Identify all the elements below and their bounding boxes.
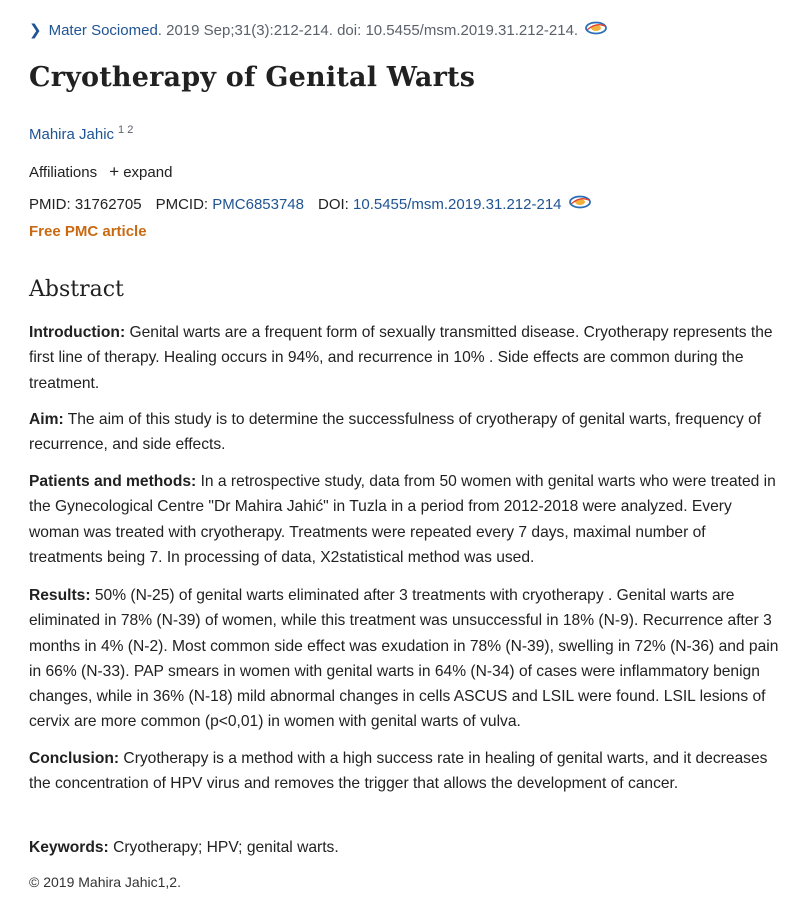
- chevron-right-icon[interactable]: ❯: [29, 22, 42, 39]
- section-label: Patients and methods:: [29, 473, 197, 490]
- section-label: Results:: [29, 587, 91, 604]
- abstract-conclusion: [29, 746, 781, 797]
- copyright-notice: © 2019 Mahira Jahic1,2.: [29, 874, 181, 890]
- pmid-label: PMID:: [29, 195, 71, 213]
- abstract-introduction: [29, 320, 781, 396]
- crossref-icon[interactable]: [584, 20, 608, 40]
- affiliations-label: Affiliations: [29, 164, 98, 181]
- abstract-results: [29, 583, 781, 735]
- identifiers-row: [29, 194, 592, 214]
- doi-label: DOI:: [318, 195, 349, 213]
- citation-line: [29, 20, 608, 40]
- plus-icon: +: [109, 162, 120, 181]
- affiliations-row: [29, 162, 172, 182]
- pmcid-label: PMCID:: [155, 195, 209, 213]
- author-link[interactable]: Mahira Jahic: [29, 126, 115, 143]
- abstract-patients-methods: [29, 469, 781, 570]
- section-label: Keywords:: [29, 839, 109, 856]
- section-text: In a retrospective study, data from 50 women with genital warts who were treated in the Gynecological Centre "Dr Mahira Jahić" in Tuzla in a period from 2012-2018 were analyzed. Every woman was treated with cryotherapy. Treatments were repeated every 7 days, maximal number of treatments being 7. In processing of data, X2statistical method was used.: [29, 473, 776, 566]
- section-text: Cryotherapy is a method with a high success rate in healing of genital warts, and it decreases the concentration of HPV virus and removes the trigger that allows the development of cancer.: [29, 750, 768, 793]
- doi-link[interactable]: 10.5455/msm.2019.31.212-214: [353, 195, 562, 213]
- article-title: Cryotherapy of Genital Warts: [29, 62, 476, 93]
- free-pmc-badge[interactable]: Free PMC article: [29, 223, 147, 240]
- journal-link[interactable]: Mater Sociomed: [48, 21, 158, 39]
- expand-affiliations-button[interactable]: [109, 164, 172, 181]
- section-label: Aim:: [29, 411, 64, 428]
- section-text: Genital warts are a frequent form of sexually transmitted disease. Cryotherapy represents the first line of therapy. Healing occurs in 94%, and recurrence in 10% . Side effects are common during the treatment.: [29, 324, 773, 392]
- author-affiliation-refs[interactable]: 1 2: [118, 124, 134, 136]
- crossref-icon[interactable]: [568, 194, 592, 214]
- section-text: 50% (N-25) of genital warts eliminated after 3 treatments with cryotherapy . Genital warts are eliminated in 78% (N-39) of women, while this treatment was unsuccessful in 18% (N-9). Recurrence after 3 months in 4% (N-2). Most common side effect was exudation in 78% (N-39), swelling in 72% (N-36) and pain in 66% (N-33). PAP smears in women with genital warts in 64% (N-34) of cases were inflammatory benign changes, while in 36% (N-18) mild abnormal changes in cells ASCUS and LSIL were found. LSIL lesions of cervix are more common (p<0,01) in women with genital warts of vulva.: [29, 587, 779, 731]
- abstract-heading: Abstract: [29, 277, 124, 302]
- pmid-value: 31762705: [74, 195, 142, 213]
- citation-details: . 2019 Sep;31(3):212-214. doi: 10.5455/msm.2019.31.212-214.: [157, 21, 579, 39]
- section-label: Conclusion:: [29, 750, 120, 767]
- section-text: The aim of this study is to determine the successfulness of cryotherapy of genital warts, frequency of recurrence, and side effects.: [29, 411, 762, 454]
- expand-label: expand: [123, 164, 173, 181]
- abstract-aim: [29, 407, 781, 458]
- author-list: [29, 124, 133, 143]
- section-text: Cryotherapy; HPV; genital warts.: [108, 839, 339, 856]
- abstract-keywords: [29, 835, 781, 860]
- section-label: Introduction:: [29, 324, 126, 341]
- pmcid-link[interactable]: PMC6853748: [212, 195, 304, 213]
